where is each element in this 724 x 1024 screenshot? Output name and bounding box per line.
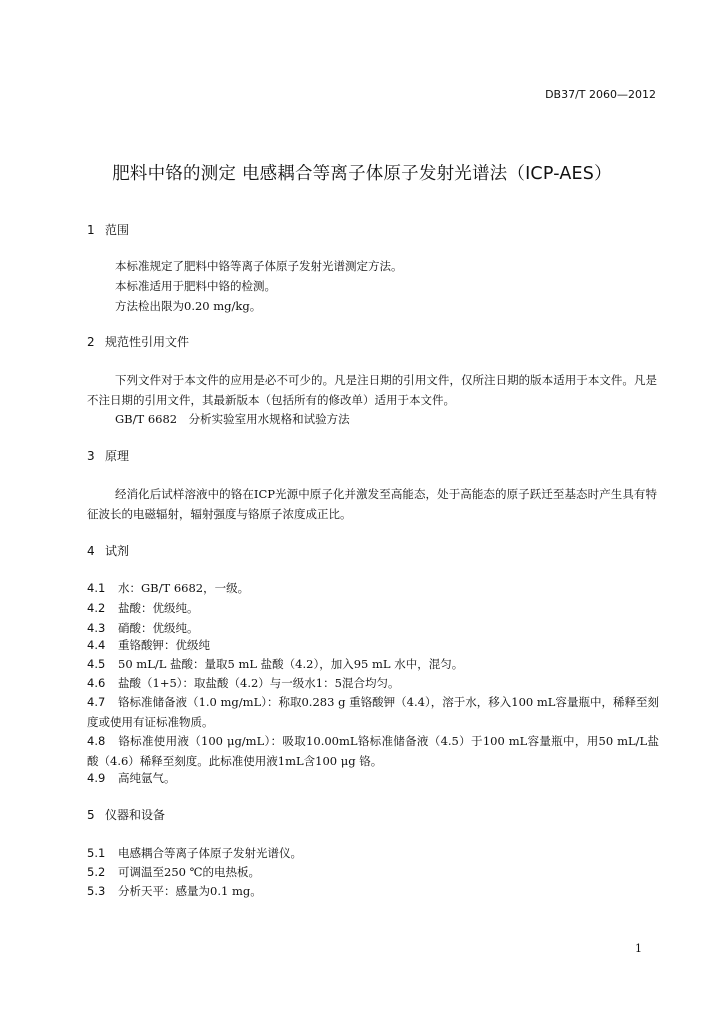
document-title: 肥料中铬的测定 电感耦合等离子体原子发射光谱法（ICP-AES）: [112, 164, 612, 184]
reagent-item: [87, 768, 176, 788]
principle-paragraph: 经消化后试样溶液中的铬在ICP光源中原子化并激发至高能态，处于高能态的原子跃迁至基态时产生具有特征波长的电磁辐射，辐射强度与铬原子浓度成正比。: [87, 487, 657, 521]
item-number: 5.2: [87, 865, 106, 879]
section-number: 4: [87, 544, 95, 558]
section-title: 仪器和设备: [105, 808, 166, 822]
item-text: 重铬酸钾：优级纯: [118, 638, 210, 652]
apparatus-item: [87, 862, 260, 882]
item-text: 可调温至250 ℃的电热板。: [118, 865, 260, 879]
section-heading-2: [87, 333, 189, 350]
item-number: 4.6: [87, 676, 106, 690]
item-number: 5.1: [87, 846, 106, 860]
item-text: 电感耦合等离子体原子发射光谱仪。: [118, 846, 302, 860]
page-number: 1: [635, 942, 642, 955]
section-number: 5: [87, 808, 95, 822]
apparatus-item: [87, 843, 302, 863]
reagent-item: [87, 692, 659, 732]
item-text: 盐酸（1+5）：取盐酸（4.2）与一级水1：5混合均匀。: [118, 676, 400, 690]
section-title: 原理: [105, 449, 130, 463]
item-number: 4.9: [87, 771, 106, 785]
section-heading-5: [87, 806, 165, 823]
reagent-item: [87, 635, 210, 655]
item-text: 高纯氩气。: [118, 771, 176, 785]
section-heading-1: [87, 221, 129, 238]
section-number: 1: [87, 223, 95, 237]
item-number: 4.7: [87, 695, 106, 709]
item-text: 铬标准储备液（1.0 mg/mL）：称取0.283 g 重铬酸钾（4.4），溶于水，移入100 mL容量瓶中，稀释至刻度或使用有证标准物质。: [87, 695, 659, 729]
reagent-item: [87, 578, 249, 598]
scope-paragraph-3: 方法检出限为0.20 mg/kg。: [115, 299, 262, 313]
item-text: 水：GB/T 6682，一级。: [118, 581, 250, 595]
reagent-item: [87, 654, 463, 674]
item-number: 4.1: [87, 581, 106, 595]
section-title: 试剂: [105, 544, 130, 558]
scope-paragraph-1: 本标准规定了肥料中铬等离子体原子发射光谱测定方法。: [115, 259, 403, 273]
reagent-item: [87, 598, 199, 618]
section-title: 范围: [105, 223, 130, 237]
reagent-item: [87, 673, 399, 693]
section-number: 2: [87, 335, 95, 349]
item-text: 铬标准使用液（100 μg/mL）：吸取10.00mL铬标准储备液（4.5）于100 mL容量瓶中，用50 mL/L盐酸（4.6）稀释至刻度。此标准使用液1mL含100 μg 铬。: [87, 734, 659, 768]
section-title: 规范性引用文件: [105, 335, 190, 349]
section-number: 3: [87, 449, 95, 463]
item-number: 4.4: [87, 638, 106, 652]
standard-code: DB37/T 2060—2012: [545, 88, 656, 101]
item-number: 5.3: [87, 884, 106, 898]
scope-paragraph-2: 本标准适用于肥料中铬的检测。: [115, 279, 276, 293]
item-number: 4.2: [87, 601, 106, 615]
reference-entry: GB/T 6682 分析实验室用水规格和试验方法: [115, 412, 350, 426]
item-number: 4.3: [87, 621, 106, 635]
section-heading-3: [87, 447, 129, 464]
reagent-item: [87, 731, 659, 771]
item-number: 4.8: [87, 734, 106, 748]
normative-references-paragraph: 下列文件对于本文件的应用是必不可少的。凡是注日期的引用文件，仅所注日期的版本适用于本文件。凡是不注日期的引用文件，其最新版本（包括所有的修改单）适用于本文件。: [87, 373, 657, 407]
item-text: 分析天平：感量为0.1 mg。: [118, 884, 262, 898]
item-text: 50 mL/L 盐酸：量取5 mL 盐酸（4.2），加入95 mL 水中，混匀。: [118, 657, 464, 671]
item-text: 硝酸：优级纯。: [118, 621, 199, 635]
item-number: 4.5: [87, 657, 106, 671]
apparatus-item: [87, 881, 262, 901]
section-heading-4: [87, 542, 129, 559]
item-text: 盐酸：优级纯。: [118, 601, 199, 615]
